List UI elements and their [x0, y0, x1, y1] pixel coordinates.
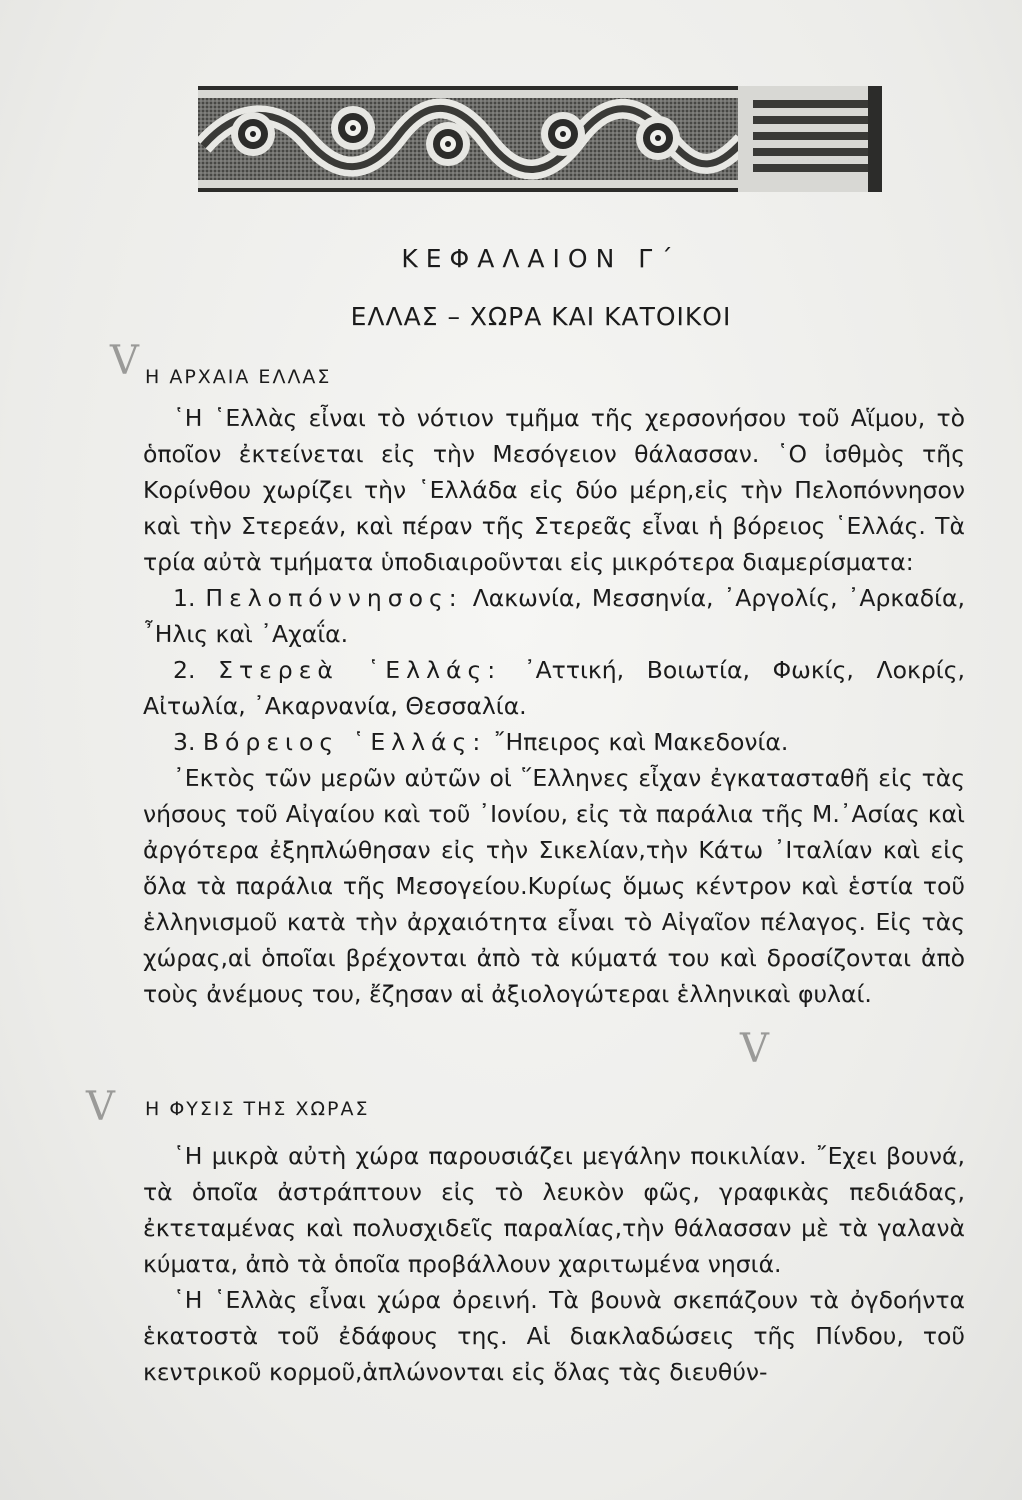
list-item [143, 652, 965, 724]
rosette-icon [231, 112, 275, 156]
list-text: Λακωνία, Μεσσηνία, ᾿Αργολίς, ᾿Αρκαδία, ῏Ηλις καὶ ᾿Αχαΐα. [143, 584, 965, 648]
list-number: 2. [173, 656, 196, 684]
bleed-through: ··· ··· ···· ·· [780, 150, 857, 169]
list-label: Πελοπόννησος: [205, 584, 463, 612]
section-1-body [143, 400, 965, 1012]
section-2-body [143, 1138, 965, 1390]
list-number: 1. [173, 584, 196, 612]
list-item [143, 580, 965, 652]
list-label: Βόρειος ῾Ελλάς: [202, 728, 487, 756]
paragraph: ῾Η ῾Ελλὰς εἶναι τὸ νότιον τμῆμα τῆς χερσονήσου τοῦ Αἵμου, τὸ ὁποῖον ἐκτείνεται εἰς τὴν Μεσόγειον θάλασσαν. ῾Ο ἰσθμὸς τῆς Κορίνθου χωρίζει τὴν ῾Ελλάδα εἰς δύο μέρη,εἰς τὴν Πελοπόννησον καὶ τὴν Στερεάν, καὶ πέραν τῆς Στερεᾶς εἶναι ἡ βόρειος ῾Ελλάς. Τὰ τρία αὐτὰ τμήματα ὑποδιαιροῦνται εἰς μικρότερα διαμερίσματα: [143, 404, 965, 576]
list-text: ῎Ηπειρος καὶ Μακεδονία. [493, 728, 789, 756]
rosette-icon [426, 122, 470, 166]
list-item [143, 724, 965, 760]
paragraph: ῾Η ῾Ελλὰς εἶναι χώρα ὀρεινή. Τὰ βουνὰ σκεπάζουν τὰ ὀγδοήντα ἑκατοστὰ τοῦ ἐδάφους της. Αἱ διακλαδώσεις τῆς Πίνδου, τοῦ κεντρικοῦ κορμοῦ,ἁπλώνονται εἰς ὅλας τὰς διευθύν- [143, 1286, 965, 1386]
list-number: 3. [173, 728, 196, 756]
section-heading-nature-of-land: Η ΦΥΣΙΣ ΤΗΣ ΧΩΡΑΣ [145, 1098, 370, 1120]
chapter-heading: ΚΕΦΑΛΑΙΟΝ Γ΄ [401, 244, 681, 273]
paragraph: ῾Η μικρὰ αὐτὴ χώρα παρουσιάζει μεγάλην ποικιλίαν. ῎Εχει βουνά, τὰ ὁποῖα ἀστράπτουν εἰς τὸ λευκὸν φῶς, γραφικὰς πεδιάδας, ἐκτεταμένας καὶ πολυσχιδεῖς παραλίας,τὴν θάλασσαν μὲ τὰ γαλανὰ κύματα, ἀπὸ τὰ ὁποῖα προβάλλουν χαριτωμένα νησιά. [143, 1142, 965, 1278]
chapter-title: ΕΛΛΑΣ – ΧΩΡΑ ΚΑΙ ΚΑΤΟΙΚΟΙ [350, 302, 732, 331]
rosette-icon [636, 116, 680, 160]
check-mark-icon: V [740, 1026, 769, 1072]
section-heading-ancient-greece: Η ΑΡΧΑΙΑ ΕΛΛΑΣ [145, 366, 332, 388]
rosette-icon [331, 106, 375, 150]
check-mark-icon: V [86, 1084, 115, 1130]
paragraph: ᾿Εκτὸς τῶν μερῶν αὐτῶν οἱ ῞Ελληνες εἶχαν ἐγκατασταθῆ εἰς τὰς νήσους τοῦ Αἰγαίου καὶ τοῦ ᾿Ιονίου, εἰς τὰ παράλια τῆς Μ.᾿Ασίας καὶ ἀργότερα ἐξηπλώθησαν εἰς τὴν Σικελίαν,τὴν Κάτω ᾿Ιταλίαν καὶ εἰς ὅλα τὰ παράλια τῆς Μεσογείου.Κυρίως ὅμως κέντρον καὶ ἑστία τοῦ ἑλληνισμοῦ κατὰ τὴν ἀρχαιότητα εἶναι τὸ Αἰγαῖον πέλαγος. Εἰς τὰς χώρας,αἱ ὁποῖαι βρέχονται ἀπὸ τὰ κύματά του καὶ δροσίζονται ἀπὸ τοὺς ἀνέμους του, ἔζησαν αἱ ἀξιολογώτεραι ἑλληνικαὶ φυλαί. [143, 764, 965, 1008]
check-mark-icon: V [110, 338, 139, 384]
striped-border-end [738, 86, 882, 192]
list-label: Στερεὰ ῾Ελλάς: [218, 656, 502, 684]
rosette-icon [541, 112, 585, 156]
list-text: ᾿Αττική, Βοιωτία, Φωκίς, Λοκρίς, Αἰτωλία, ᾿Ακαρνανία, Θεσσαλία. [143, 656, 965, 720]
spiral-frieze-ornament [198, 86, 882, 192]
